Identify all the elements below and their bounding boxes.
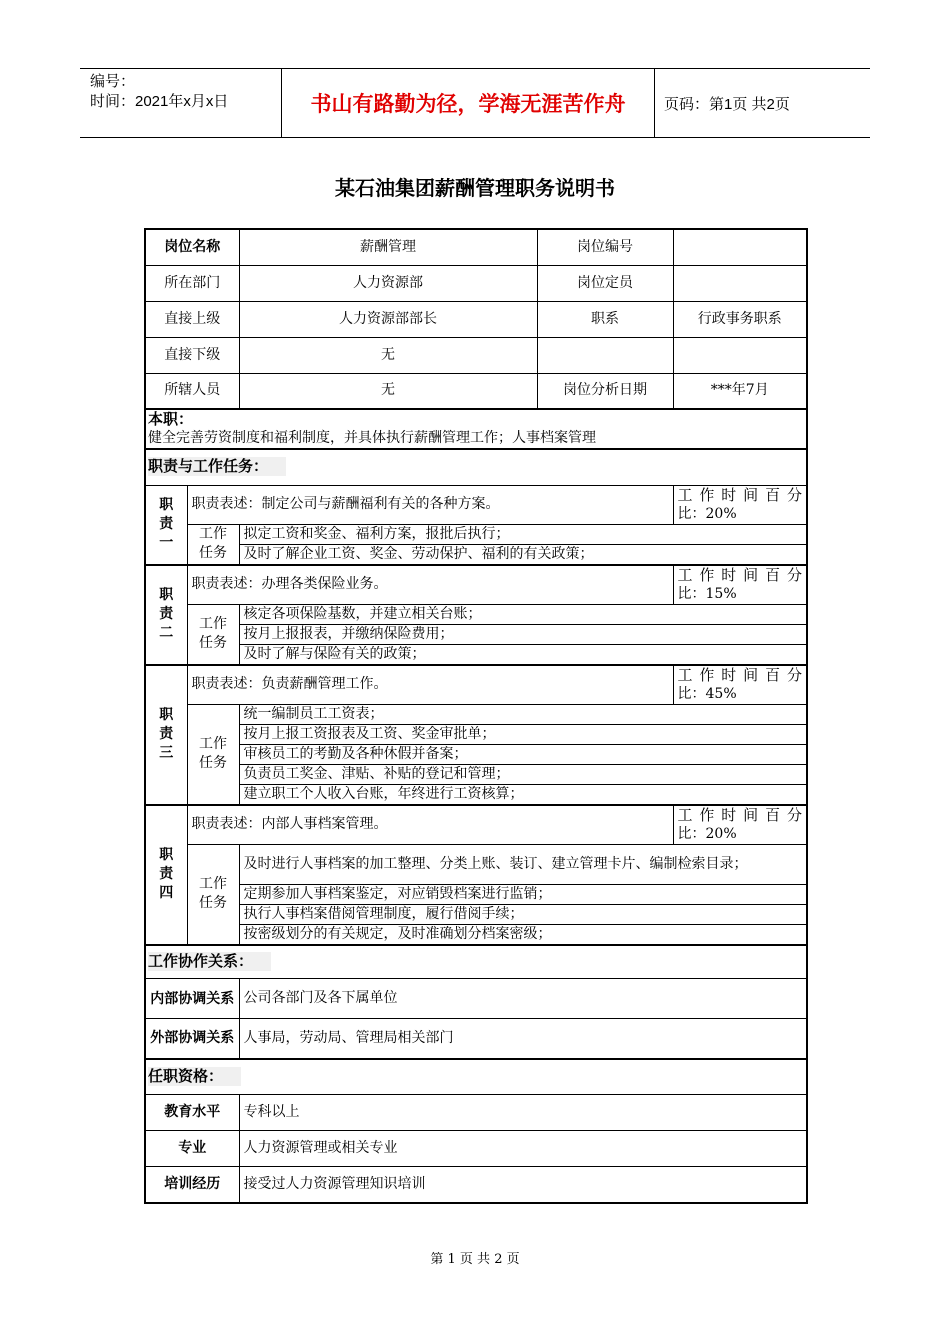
- work-task-label: 工作 任务: [187, 524, 239, 565]
- qualification-heading: 任职资格：: [148, 1067, 241, 1086]
- value-subordinate: 无: [239, 337, 537, 373]
- major-label: 专业: [145, 1131, 239, 1167]
- duty-3-row: [145, 665, 807, 705]
- duty-1-row: [145, 485, 807, 524]
- internal-coord-value: 公司各部门及各下属单位: [239, 979, 807, 1019]
- task-row: [145, 744, 807, 764]
- time-pct-value: 比：45%: [677, 685, 737, 702]
- document-title: 某石油集团薪酬管理职务说明书: [335, 176, 615, 200]
- value-superior: 人力资源部部长: [239, 301, 537, 337]
- training-value: 接受过人力资源管理知识培训: [239, 1167, 807, 1203]
- task-row: [145, 784, 807, 805]
- duty-2-row: [145, 565, 807, 605]
- row-cooperation-heading: [145, 945, 807, 979]
- value-position-code: [673, 229, 807, 265]
- time-label: 时间：2021年x月x日: [90, 93, 229, 110]
- task-item: 及时了解企业工资、奖金、劳动保护、福利的有关政策；: [239, 544, 807, 565]
- task-item: 执行人事档案借阅管理制度，履行借阅手续；: [239, 904, 807, 924]
- label-position-name: 岗位名称: [145, 229, 239, 265]
- internal-coord-label: 内部协调关系: [145, 979, 239, 1019]
- row-position-name: [145, 229, 807, 265]
- time-pct-label: 工 作 时 间 百 分: [677, 805, 802, 824]
- task-item: 按月上报工资报表及工资、奖金审批单；: [239, 724, 807, 744]
- label-headcount: 岗位定员: [537, 265, 673, 301]
- education-label: 教育水平: [145, 1095, 239, 1131]
- task-item: 及时进行人事档案的加工整理、分类上账、装订、建立管理卡片、编制检索目录；: [239, 844, 807, 884]
- work-task-label: 工作 任务: [187, 844, 239, 945]
- number-label: 编号：: [90, 73, 136, 90]
- label-superior: 直接上级: [145, 301, 239, 337]
- task-row: [145, 844, 807, 884]
- row-major: [145, 1131, 807, 1167]
- label-position-code: 岗位编号: [537, 229, 673, 265]
- core-duty-text: 健全完善劳资制度和福利制度，并具体执行薪酬管理工作；人事档案管理: [148, 430, 596, 446]
- task-row: [145, 604, 807, 624]
- row-external-coord: [145, 1019, 807, 1059]
- task-row: [145, 704, 807, 724]
- task-item: 统一编制员工工资表；: [239, 704, 807, 724]
- duty-4-time-pct: [673, 805, 807, 845]
- duty-4-title: 职 责 四: [145, 805, 187, 945]
- education-value: 专科以上: [239, 1095, 807, 1131]
- header-meta: [80, 69, 282, 137]
- duty-2-desc: 职责表述：办理各类保险业务。: [187, 565, 673, 605]
- row-training: [145, 1167, 807, 1203]
- row-duties-heading: [145, 449, 807, 485]
- duty-3-desc: 职责表述：负责薪酬管理工作。: [187, 665, 673, 705]
- task-item: 拟定工资和奖金、福利方案，报批后执行；: [239, 524, 807, 544]
- label-empty: [537, 337, 673, 373]
- task-item: 按月上报报表，并缴纳保险费用；: [239, 624, 807, 644]
- work-task-label: 工作 任务: [187, 704, 239, 805]
- cooperation-heading: 工作协作关系：: [148, 952, 271, 971]
- duties-heading: 职责与工作任务：: [148, 457, 286, 476]
- row-subordinate: [145, 337, 807, 373]
- task-row: [145, 544, 807, 565]
- value-analysis-date: ***年7月: [673, 373, 807, 409]
- job-description-table: [144, 228, 808, 1204]
- task-item: 按密级划分的有关规定，及时准确划分档案密级；: [239, 924, 807, 945]
- row-staff: [145, 373, 807, 409]
- time-pct-value: 比：20%: [677, 825, 737, 842]
- task-row: [145, 524, 807, 544]
- task-row: [145, 644, 807, 665]
- duty-1-desc: 职责表述：制定公司与薪酬福利有关的各种方案。: [187, 485, 673, 524]
- task-item: 负责员工奖金、津贴、补贴的登记和管理；: [239, 764, 807, 784]
- time-pct-value: 比：15%: [677, 585, 737, 602]
- task-row: [145, 764, 807, 784]
- time-pct-label: 工 作 时 间 百 分: [677, 565, 802, 584]
- page-footer: 第 1 页 共 2 页: [430, 1252, 520, 1267]
- task-row: [145, 884, 807, 904]
- work-task-label: 工作 任务: [187, 604, 239, 665]
- header-page-info: 页码：第1页 共2页: [664, 95, 790, 113]
- value-staff: 无: [239, 373, 537, 409]
- task-item: 核定各项保险基数，并建立相关台账；: [239, 604, 807, 624]
- training-label: 培训经历: [145, 1167, 239, 1203]
- header-slogan: 书山有路勤为径，学海无涯苦作舟: [282, 69, 655, 137]
- row-core-duty: [145, 409, 807, 449]
- core-duty-label: 本职：: [148, 410, 194, 428]
- duty-2-title: 职 责 二: [145, 565, 187, 665]
- duty-3-time-pct: [673, 665, 807, 705]
- external-coord-value: 人事局，劳动局、管理局相关部门: [239, 1019, 807, 1059]
- value-headcount: [673, 265, 807, 301]
- task-row: [145, 724, 807, 744]
- task-item: 建立职工个人收入台账，年终进行工资核算；: [239, 784, 807, 805]
- label-subordinate: 直接下级: [145, 337, 239, 373]
- row-internal-coord: [145, 979, 807, 1019]
- external-coord-label: 外部协调关系: [145, 1019, 239, 1059]
- duty-2-time-pct: [673, 565, 807, 605]
- duty-4-desc: 职责表述：内部人事档案管理。: [187, 805, 673, 845]
- label-job-family: 职系: [537, 301, 673, 337]
- value-position-name: 薪酬管理: [239, 229, 537, 265]
- row-department: [145, 265, 807, 301]
- duty-1-title: 职 责 一: [145, 485, 187, 565]
- row-superior: [145, 301, 807, 337]
- task-item: 定期参加人事档案鉴定，对应销毁档案进行监销；: [239, 884, 807, 904]
- duty-4-row: [145, 805, 807, 845]
- value-job-family: 行政事务职系: [673, 301, 807, 337]
- task-row: [145, 624, 807, 644]
- value-department: 人力资源部: [239, 265, 537, 301]
- page-header: [80, 68, 870, 138]
- label-department: 所在部门: [145, 265, 239, 301]
- duty-1-time-pct: [673, 485, 807, 524]
- label-staff: 所辖人员: [145, 373, 239, 409]
- row-education: [145, 1095, 807, 1131]
- time-pct-label: 工 作 时 间 百 分: [677, 485, 802, 504]
- duty-3-title: 职 责 三: [145, 665, 187, 805]
- task-item: 审核员工的考勤及各种休假并备案；: [239, 744, 807, 764]
- task-row: [145, 924, 807, 945]
- task-item: 及时了解与保险有关的政策；: [239, 644, 807, 665]
- time-pct-label: 工 作 时 间 百 分: [677, 665, 802, 684]
- label-analysis-date: 岗位分析日期: [537, 373, 673, 409]
- row-qualification-heading: [145, 1059, 807, 1095]
- time-pct-value: 比：20%: [677, 505, 737, 522]
- task-row: [145, 904, 807, 924]
- value-empty: [673, 337, 807, 373]
- major-value: 人力资源管理或相关专业: [239, 1131, 807, 1167]
